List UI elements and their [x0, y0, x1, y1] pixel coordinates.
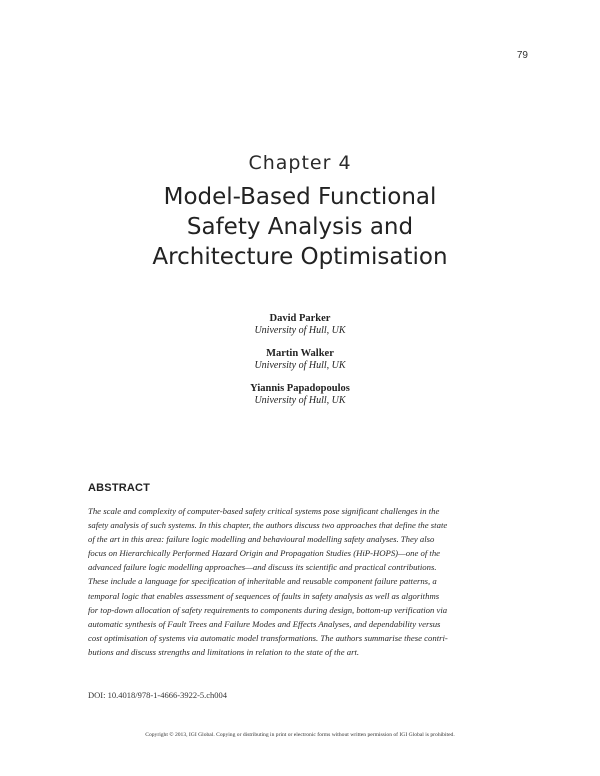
author-affiliation: University of Hull, UK: [254, 395, 346, 406]
author-entry: [0, 312, 600, 337]
abstract-line: These include a language for specification of inheritable and reusable component failure patterns, a: [88, 576, 437, 587]
chapter-title-line: Architecture Optimisation: [152, 244, 448, 270]
author-name: David Parker: [269, 313, 331, 324]
abstract-line: cost optimisation of systems via automatic model transformations. The authors summarise these contri-: [88, 632, 448, 643]
abstract-line: for top-down allocation of safety requirements to components during design, bottom-up verification via: [88, 604, 448, 615]
author-entry: [0, 382, 600, 407]
copyright-notice: Copyright © 2013, IGI Global. Copying or distributing in print or electronic forms without written permission of IGI Global is prohibited.: [145, 732, 455, 738]
author-name: Yiannis Papadopoulos: [250, 383, 350, 394]
author-affiliation: University of Hull, UK: [254, 360, 346, 371]
abstract-line: of the art in this area: failure logic modelling and behavioural modelling safety analyses. They also: [88, 534, 435, 545]
chapter-label: Chapter 4: [248, 152, 352, 174]
author-affiliation: University of Hull, UK: [254, 325, 346, 336]
chapter-title: [0, 182, 600, 272]
author-name: Martin Walker: [266, 348, 334, 359]
abstract-line: focus on Hierarchically Performed Hazard Origin and Propagation Studies (HiP-HOPS)—one of the: [88, 548, 441, 559]
page-number: 79: [516, 50, 528, 61]
chapter-title-line: Safety Analysis and: [186, 214, 414, 240]
abstract-body: [88, 504, 531, 659]
abstract-line: The scale and complexity of computer-based safety critical systems pose significant challenges in the: [88, 506, 440, 516]
chapter-title-line: Model-Based Functional: [163, 184, 437, 210]
doi: DOI: 10.4018/978-1-4666-3922-5.ch004: [88, 690, 228, 700]
author-list: [0, 312, 600, 417]
abstract-line: safety analysis of such systems. In this chapter, the authors discuss two approaches that define the state: [88, 520, 448, 531]
abstract-line: advanced failure logic modelling approaches—and discuss its scientific and practical contributions.: [88, 562, 437, 573]
abstract-line: temporal logic that enables assessment of sequences of faults in safety analysis as well as algorithms: [88, 590, 440, 601]
author-entry: [0, 347, 600, 372]
abstract-line: automatic synthesis of Fault Trees and Failure Modes and Effects Analyses, and dependability versus: [88, 618, 441, 629]
abstract-line: butions and discuss strengths and limitations in relation to the state of the art.: [88, 646, 360, 657]
abstract-heading: ABSTRACT: [88, 482, 151, 494]
